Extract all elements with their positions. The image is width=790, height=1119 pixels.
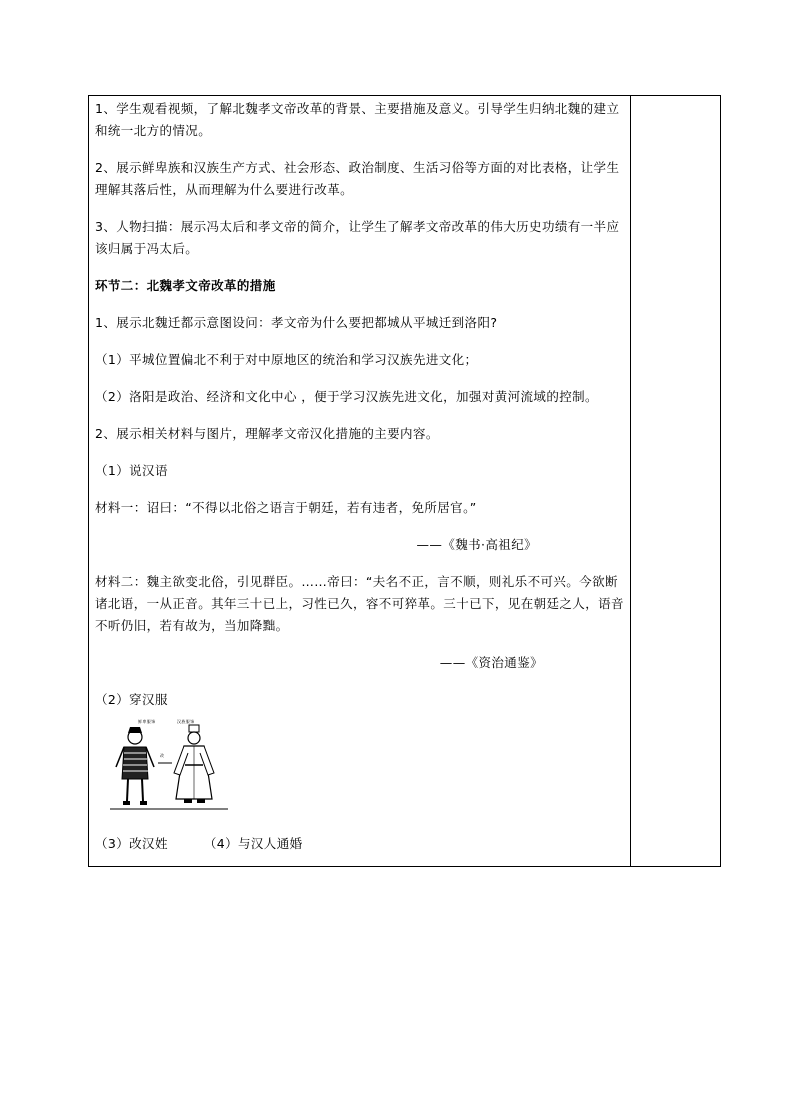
material-two-source: ——《资治通鉴》 [439, 655, 543, 670]
table-column-divider [630, 95, 631, 867]
material-one: 材料一：诏曰：“不得以北俗之语言于朝廷，若有违者，免所居官。” [95, 500, 477, 515]
measure-speak-han: （1）说汉语 [95, 463, 168, 478]
material-one-source: ——《魏书·高祖纪》 [416, 537, 537, 552]
measure-han-clothing: （2）穿汉服 [95, 692, 168, 707]
section-title: 环节二：北魏孝文帝改革的措施 [95, 278, 276, 293]
paragraph-video: 1、学生观看视频，了解北魏孝文帝改革的背景、主要措施及意义。引导学生归纳北魏的建立和统一北方的情况。 [95, 101, 620, 138]
svg-text:汉族服饰: 汉族服饰 [177, 719, 195, 724]
question-capital-move: 1、展示北魏迁都示意图设问：孝文帝为什么要把都城从平城迁到洛阳? [95, 315, 498, 330]
measure-han-surname: （3）改汉姓 [95, 836, 168, 851]
paragraph-comparison: 2、展示鲜卑族和汉族生产方式、社会形态、政治制度、生活习俗等方面的对比表格，让学生理解其落后性，从而理解为什么要进行改革。 [95, 160, 620, 197]
clothing-illustration-image [110, 717, 230, 819]
clothing-comparison-figure [110, 717, 230, 819]
question-materials: 2、展示相关材料与图片，理解孝文帝汉化措施的主要内容。 [95, 426, 439, 441]
answer-pingcheng: （1）平城位置偏北不利于对中原地区的统治和学习汉族先进文化； [95, 352, 478, 367]
answer-luoyang: （2）洛阳是政治、经济和文化中心 ，便于学习汉族先进文化，加强对黄河流域的控制。 [95, 389, 598, 404]
lesson-content-cell [95, 98, 627, 855]
paragraph-figure-scan: 3、人物扫描：展示冯太后和孝文帝的简介，让学生了解孝文帝改革的伟大历史功绩有一半应该归属于冯太后。 [95, 219, 620, 256]
material-two: 材料二：魏主欲变北俗，引见群臣。……帝曰：“夫名不正，言不顺，则礼乐不可兴。今欲断诸北语，一从正音。其年三十已上，习性已久，容不可猝革。三十已下，见在朝廷之人，语音不听仍旧，若有故为，当加降黜。 [95, 574, 624, 633]
measure-intermarriage: （4）与汉人通婚 [203, 836, 303, 851]
svg-text:改: 改 [160, 753, 165, 758]
measure-surname-marriage [95, 833, 627, 855]
svg-text:鲜卑服饰: 鲜卑服饰 [138, 719, 156, 724]
